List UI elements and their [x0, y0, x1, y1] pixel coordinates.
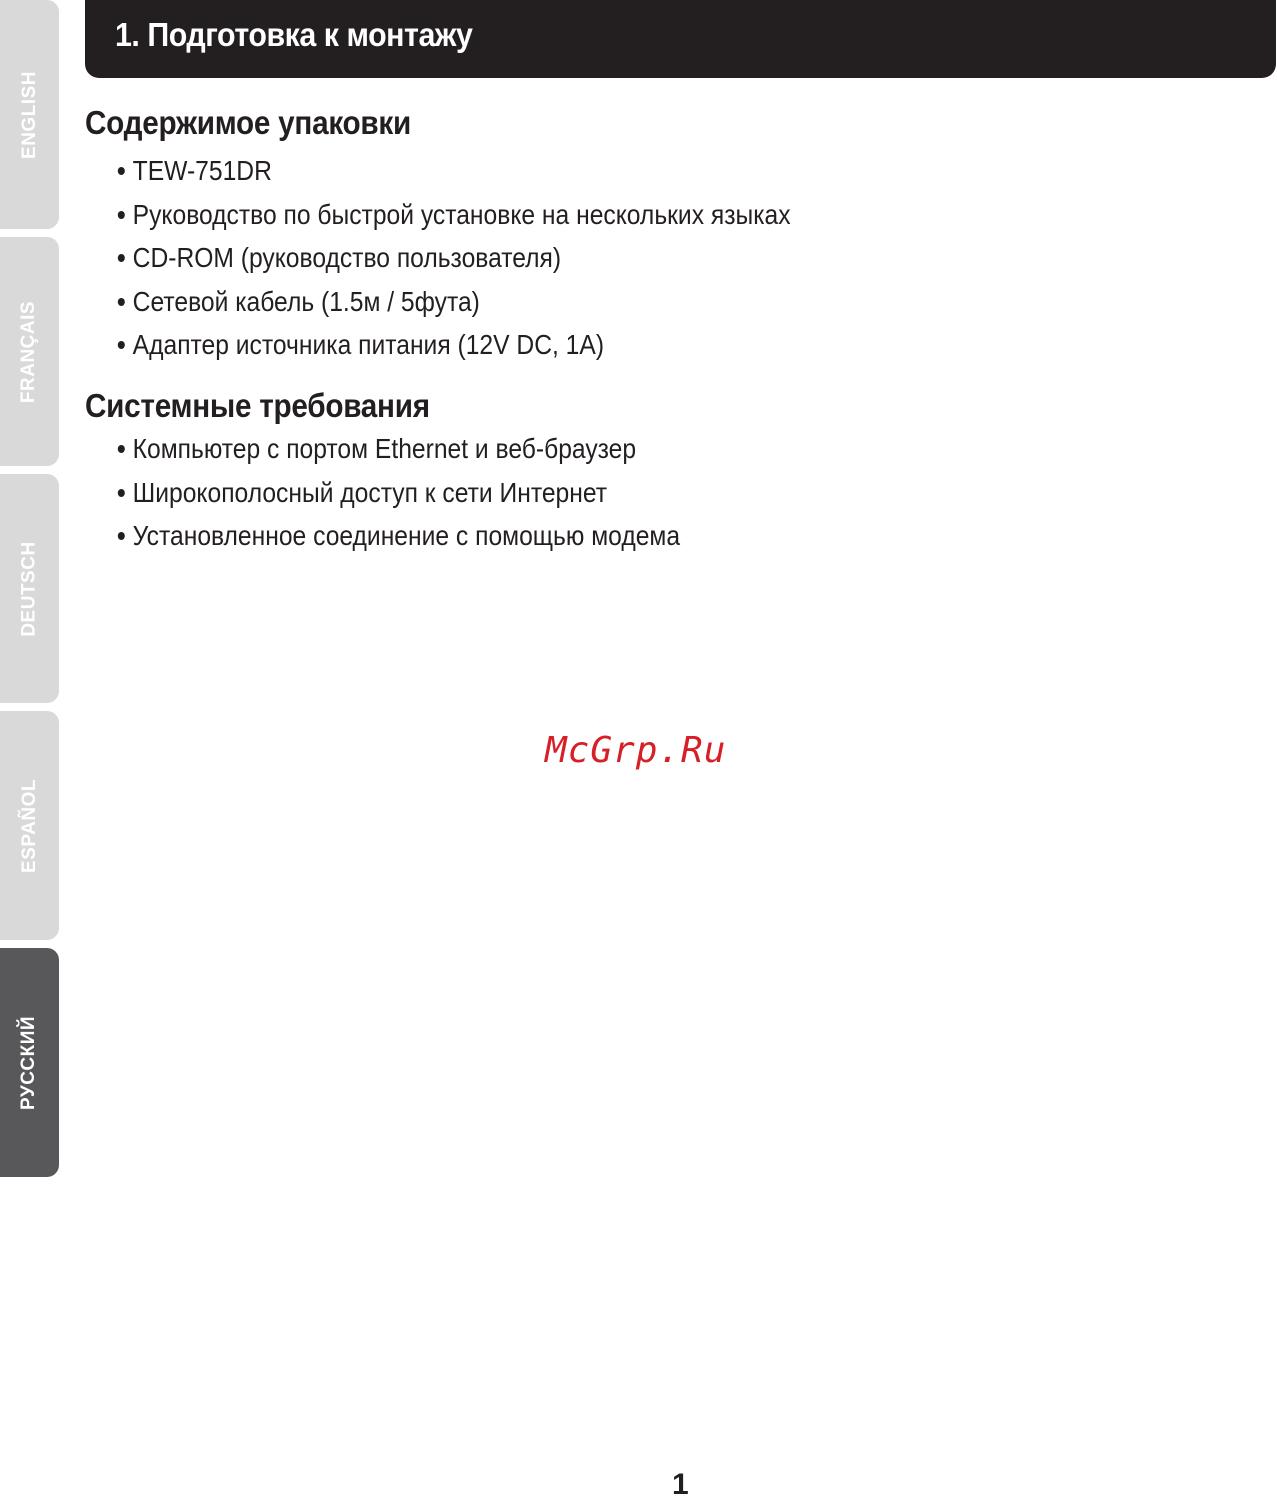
list-item-text: Адаптер источника питания (12V DC, 1A): [132, 329, 605, 361]
package-contents-heading: Содержимое упаковки: [85, 104, 411, 141]
list-item-text: Руководство по быстрой установке на нескольких языках: [132, 198, 791, 230]
bullet-icon: •: [117, 476, 126, 508]
bullet-icon: •: [117, 155, 126, 186]
bullet-icon: •: [117, 198, 126, 230]
bullet-icon: •: [117, 242, 126, 274]
list-item: [117, 286, 791, 330]
bullet-icon: •: [117, 433, 126, 464]
list-item-text: TEW-751DR: [132, 155, 272, 186]
list-item: [117, 329, 791, 373]
system-requirements-heading: Системные требования: [85, 387, 430, 424]
list-item: [117, 242, 791, 286]
list-item: [117, 477, 680, 521]
language-tab-russian[interactable]: [0, 948, 59, 1177]
list-item: [117, 155, 791, 199]
page-title: 1. Подготовка к монтажу: [115, 16, 473, 53]
list-item-text: Сетевой кабель (1.5м / 5фута): [132, 285, 480, 317]
list-item: [117, 199, 791, 243]
bullet-icon: •: [117, 285, 126, 317]
language-tab-label: ESPAÑOL: [18, 778, 40, 873]
list-item-text: Компьютер с портом Ethernet и веб-браузер: [132, 433, 637, 464]
list-item: [117, 520, 680, 564]
language-tab-label: РУССКИЙ: [18, 1015, 40, 1110]
list-item-text: Широкополосный доступ к сети Интернет: [132, 476, 608, 508]
language-tab-label: FRANÇAIS: [18, 300, 40, 403]
list-item: [117, 433, 680, 477]
list-item-text: CD-ROM (руководство пользователя): [132, 242, 562, 274]
language-tab-francais[interactable]: [0, 237, 59, 466]
language-tab-label: ENGLISH: [18, 70, 40, 159]
list-item-text: Установленное соединение с помощью модема: [132, 520, 681, 552]
language-tabs: [0, 0, 60, 1180]
language-tab-english[interactable]: [0, 0, 59, 229]
page-number: 1: [672, 1468, 689, 1501]
system-requirements-list: [117, 433, 757, 564]
bullet-icon: •: [117, 520, 126, 552]
language-tab-deutsch[interactable]: [0, 474, 59, 703]
language-tab-espanol[interactable]: [0, 711, 59, 940]
section-header-bar: [85, 0, 1276, 78]
package-contents-list: [117, 155, 882, 373]
bullet-icon: •: [117, 329, 126, 361]
watermark-text: McGrp.Ru: [545, 730, 727, 771]
language-tab-label: DEUTSCH: [18, 540, 40, 637]
